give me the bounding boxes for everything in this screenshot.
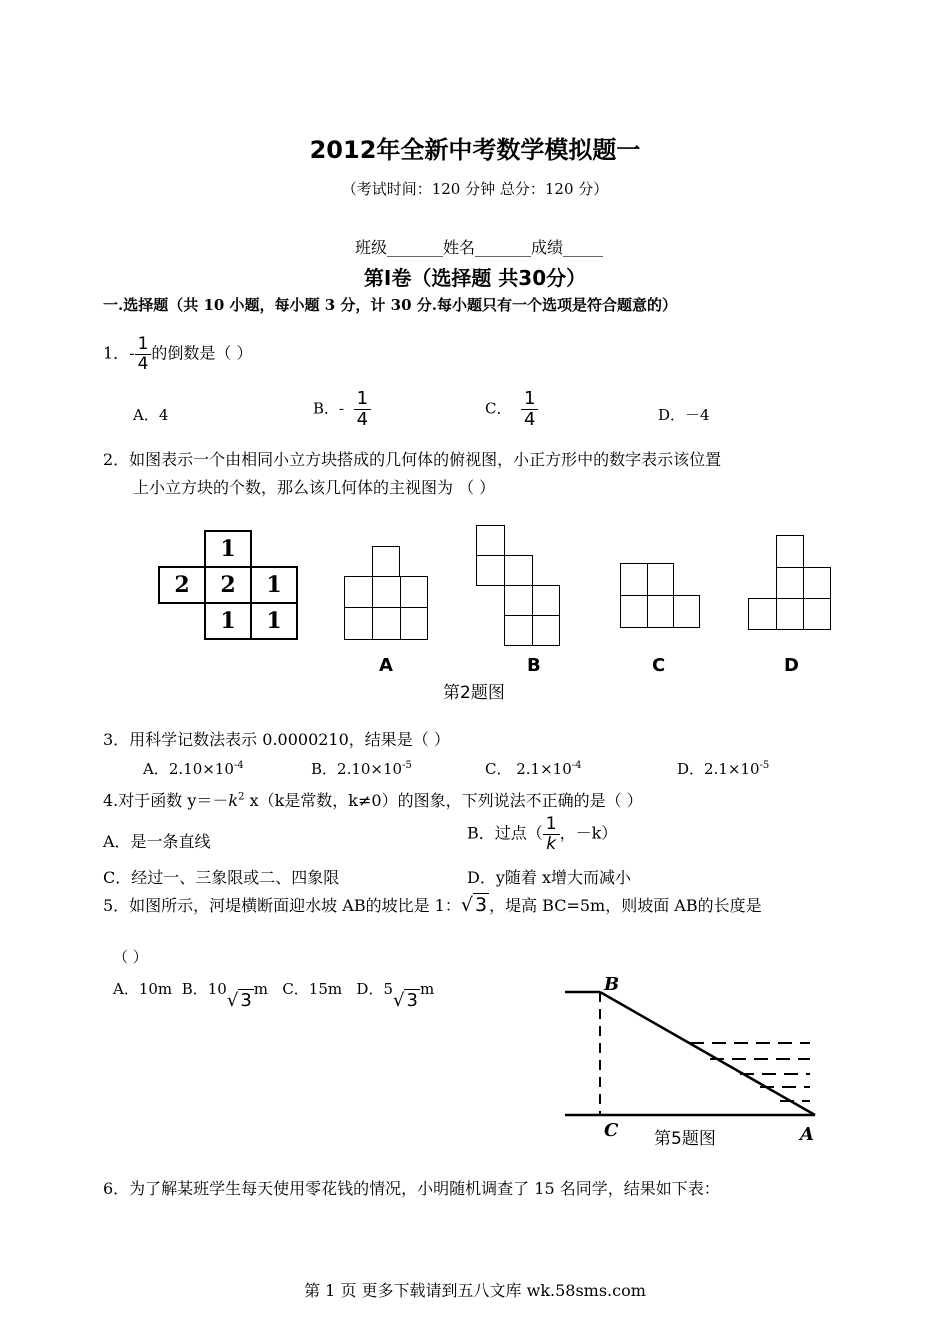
q2-figure-c bbox=[620, 563, 700, 628]
q5-sqrt-val: 3 bbox=[474, 894, 488, 916]
q3-b-base: B．2.10×10 bbox=[311, 760, 403, 778]
q1-option-a: A．4 bbox=[133, 406, 169, 424]
q5-paren: （ ） bbox=[113, 948, 148, 966]
point-c-label: C bbox=[604, 1120, 619, 1141]
top-view-cell: 1 bbox=[250, 602, 298, 640]
q4-k: k bbox=[228, 791, 239, 810]
point-b-label: B bbox=[604, 974, 620, 995]
q5-option-a: A．10m bbox=[113, 980, 173, 998]
q1-prefix: 1．- bbox=[103, 343, 135, 363]
top-view-cell: 1 bbox=[204, 530, 252, 568]
q5-caption: 第5题图 bbox=[654, 1129, 716, 1149]
q4-option-a: A．是一条直线 bbox=[103, 832, 211, 851]
q5-text-pre: 5．如图所示，河堤横断面迎水坡 AB的坡比是 1： bbox=[103, 896, 461, 915]
q1-b-num: 1 bbox=[354, 389, 371, 410]
q4-b-den: k bbox=[546, 833, 557, 854]
q4-option-b bbox=[467, 815, 617, 853]
q3-text: 3．用科学记数法表示 0.0000210，结果是（ ） bbox=[103, 730, 450, 749]
q1-b-prefix: B．- bbox=[313, 399, 345, 418]
q4-text-post: x（k是常数，k≠0）的图象，下列说法不正确的是（ ） bbox=[244, 791, 643, 810]
q4-b-fraction bbox=[543, 815, 560, 853]
q5-b-unit: m bbox=[253, 980, 268, 998]
slope-ab bbox=[600, 992, 815, 1115]
top-view-cell: 1 bbox=[250, 566, 298, 604]
water-lines bbox=[690, 1043, 810, 1101]
q3-d-base: D．2.1×10 bbox=[677, 760, 760, 778]
q5-options bbox=[113, 978, 435, 1011]
question-1 bbox=[103, 335, 253, 373]
q1-option-c bbox=[485, 389, 538, 430]
q2-figure-b bbox=[476, 525, 560, 646]
q2-figure-a bbox=[344, 546, 428, 640]
q5-option-c: C．15m bbox=[282, 980, 343, 998]
q3-d-exp: -5 bbox=[759, 760, 770, 771]
q1-fraction bbox=[135, 335, 152, 373]
q2-caption: 第2题图 bbox=[443, 683, 505, 703]
q3-option-c bbox=[485, 758, 582, 779]
q2-label-d: D bbox=[784, 655, 799, 676]
q4-b-prefix: B．过点（ bbox=[467, 823, 543, 843]
q2-label-a: A bbox=[379, 655, 393, 676]
q1-c-num: 1 bbox=[521, 389, 538, 410]
q1-option-b bbox=[313, 389, 371, 430]
q1-c-prefix: C． bbox=[485, 399, 512, 418]
q3-option-d bbox=[677, 758, 769, 779]
q3-c-exp: -4 bbox=[571, 760, 582, 771]
q3-a-exp: -4 bbox=[233, 760, 244, 771]
q1-option-d: D．－4 bbox=[658, 406, 710, 424]
q1-frac-den: 4 bbox=[137, 353, 149, 374]
q2-label-b: B bbox=[527, 655, 541, 676]
q5-option-d: D．5 bbox=[356, 980, 393, 998]
q4-b-num: 1 bbox=[543, 815, 560, 835]
q6-text: 6．为了解某班学生每天使用零花钱的情况，小明随机调查了 15 名同学，结果如下表： bbox=[103, 1179, 720, 1198]
q1-c-den: 4 bbox=[524, 408, 536, 430]
page-footer: 第 1 页 更多下载请到五八文库 wk.58sms.com bbox=[304, 1281, 646, 1300]
q4-text bbox=[103, 788, 643, 811]
top-view-cell: 1 bbox=[204, 602, 252, 640]
q2-figure-d bbox=[748, 535, 831, 630]
q5-d-unit: m bbox=[419, 980, 435, 998]
top-view-cell: 2 bbox=[204, 566, 252, 604]
section-title: 第Ⅰ卷（选择题 共30分） bbox=[363, 266, 587, 290]
q1-suffix: 的倒数是（ ） bbox=[151, 343, 253, 363]
exam-subtitle: （考试时间：120 分钟 总分：120 分） bbox=[341, 180, 609, 198]
q2-top-view bbox=[158, 530, 298, 640]
q4-exp: 2 bbox=[238, 791, 245, 803]
q5-text bbox=[103, 893, 762, 916]
q3-c-base: C． 2.1×10 bbox=[485, 760, 572, 778]
q5-sqrt: √ 3 bbox=[460, 894, 488, 916]
q5-option-b: B．10 bbox=[181, 980, 227, 998]
q3-b-exp: -5 bbox=[402, 760, 412, 771]
q5-text-post: ，堤高 BC=5m，则坡面 AB的长度是 bbox=[489, 896, 762, 915]
q5-d-sqrt-val: 3 bbox=[406, 990, 418, 1011]
q1-frac-num: 1 bbox=[135, 335, 152, 355]
q5-figure bbox=[560, 970, 830, 1150]
q5-d-sqrt: √ 3 bbox=[393, 990, 418, 1011]
q1-b-fraction bbox=[354, 389, 371, 430]
q2-line-2: 上小立方块的个数，那么该几何体的主视图为 （ ） bbox=[133, 478, 496, 497]
q3-a-base: A．2.10×10 bbox=[143, 760, 234, 778]
point-a-label: A bbox=[800, 1124, 814, 1145]
q3-option-a bbox=[143, 758, 244, 779]
q5-b-sqrt: √ 3 bbox=[226, 990, 252, 1011]
q4-b-suffix: ，－k） bbox=[559, 823, 618, 843]
page-title: 2012年全新中考数学模拟题一 bbox=[309, 136, 641, 164]
q2-label-c: C bbox=[652, 655, 666, 676]
student-info-line: 班级_______姓名_______成绩_____ bbox=[355, 238, 604, 257]
q1-c-fraction bbox=[521, 389, 538, 430]
q2-line-1: 2．如图表示一个由相同小立方块搭成的几何体的俯视图，小正方形中的数字表示该位置 bbox=[103, 450, 722, 469]
section-intro: 一.选择题（共 10 小题，每小题 3 分，计 30 分.每小题只有一个选项是符合题意的） bbox=[103, 296, 677, 314]
q1-b-den: 4 bbox=[356, 408, 369, 430]
top-view-cell: 2 bbox=[158, 566, 206, 604]
q4-option-d: D．y随着 x增大而减小 bbox=[467, 868, 631, 887]
q4-option-c: C．经过一、三象限或二、四象限 bbox=[103, 868, 340, 887]
q4-text-pre: 4.对于函数 y＝－ bbox=[103, 791, 229, 810]
q5-b-sqrt-val: 3 bbox=[240, 990, 252, 1011]
q3-option-b bbox=[311, 758, 412, 779]
